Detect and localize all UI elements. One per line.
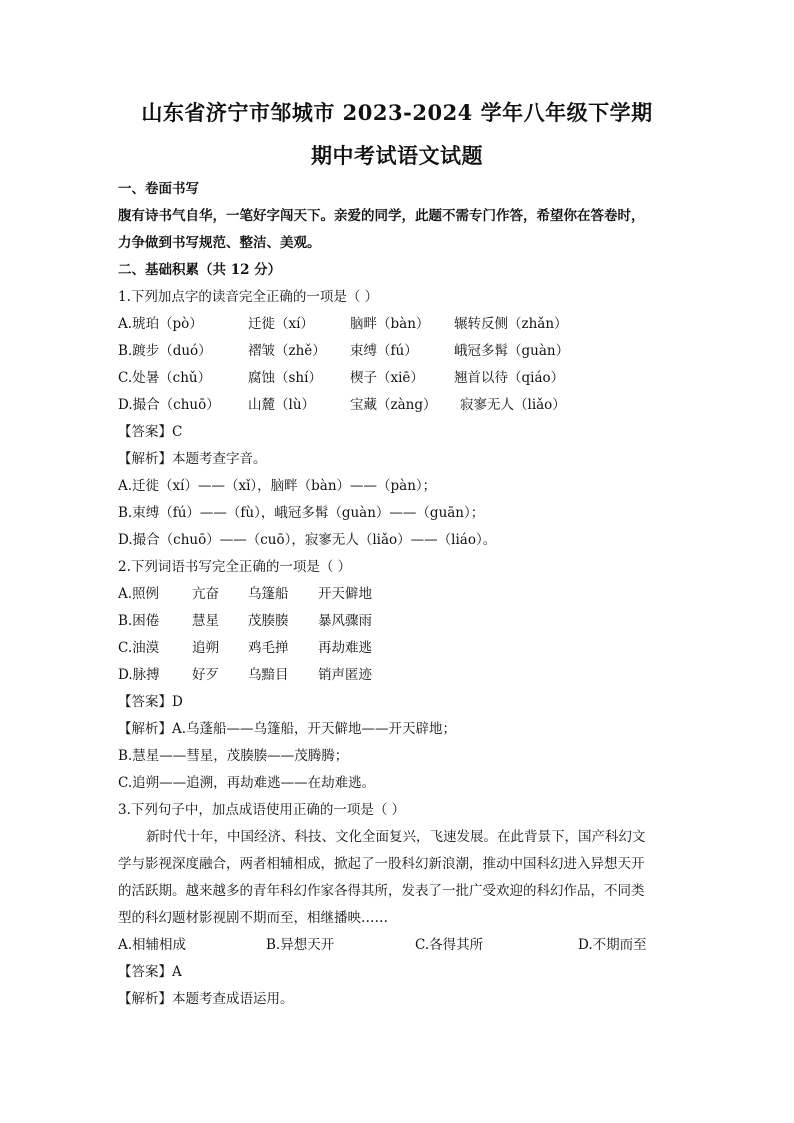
option-item: D.撮合（chuō）	[118, 397, 220, 413]
document-title: 山东省济宁市邹城市 2023-2024 学年八年级下学期	[141, 100, 653, 125]
option-item: 销声匿迹	[318, 667, 372, 683]
option-item: 峨冠多髯（guàn）	[454, 343, 570, 359]
analysis-line: 【解析】A.乌蓬船——乌篷船，开天僻地——开天辟地；	[118, 721, 457, 737]
passage-line: 新时代十年，中国经济、科技、文化全面复兴，飞速发展。在此背景下，国产科幻文	[146, 829, 646, 845]
option-item: 褶皱（zhě）	[248, 343, 326, 359]
answer-line: 【答案】C	[118, 424, 183, 440]
option-item: B.困倦	[118, 613, 160, 629]
option-item: 迁徙（xí）	[248, 316, 314, 332]
option-row	[118, 635, 678, 662]
document-body	[118, 176, 678, 1013]
option-row	[118, 392, 678, 419]
option-item: 鸡毛掸	[248, 640, 289, 656]
instruction-text: 力争做到书写规范、整洁、美观。	[118, 235, 321, 251]
option-row	[118, 338, 678, 365]
passage-line: 学与影视深度融合，两者相辅相成，掀起了一股科幻新浪潮，推动中国科幻进入异想天开	[118, 856, 645, 872]
option-item: 寂寥无人（liǎo）	[460, 397, 566, 413]
option-item: D.脉搏	[118, 667, 160, 683]
option-row	[118, 311, 678, 338]
option-item: 好歹	[192, 667, 219, 683]
option-item: 宝藏（zàng）	[350, 397, 437, 413]
option-item: 脑畔（bàn）	[350, 316, 430, 332]
option-item: 楔子（xiē）	[350, 370, 424, 386]
section-heading: 一、卷面书写	[118, 181, 199, 197]
option-item: B.踱步（duó）	[118, 343, 212, 359]
option-item: 亢奋	[192, 586, 219, 602]
analysis-line: B.束缚（fú）——（fù），峨冠多髯（guàn）——（guān）；	[118, 505, 485, 521]
option-item: C.各得其所	[415, 937, 484, 953]
option-row	[118, 365, 678, 392]
analysis-line: B.慧星——彗星，茂腠腠——茂腾腾；	[118, 748, 349, 764]
option-item: 追朔	[192, 640, 219, 656]
question-stem: 3.下列句子中，加点成语使用正确的一项是（ ）	[118, 802, 406, 818]
instruction-text: 腹有诗书气自华，一笔好字闯天下。亲爱的同学，此题不需专门作答，希望你在答卷时，	[118, 208, 645, 224]
option-item: 束缚（fú）	[350, 343, 418, 359]
option-item: 再劫难逃	[318, 640, 372, 656]
answer-line: 【答案】A	[118, 964, 182, 980]
option-item: B.异想天开	[266, 937, 335, 953]
option-item: C.油漠	[118, 640, 160, 656]
option-row	[118, 932, 678, 959]
analysis-line: D.撮合（chuō）——（cuō），寂寥无人（liǎo）——（liáo）。	[118, 532, 497, 548]
option-item: 翘首以待（qiáo）	[454, 370, 565, 386]
option-row	[118, 662, 678, 689]
option-item: 乌黯目	[248, 667, 289, 683]
option-row	[118, 581, 678, 608]
answer-line: 【答案】D	[118, 694, 183, 710]
passage-line: 的活跃期。越来越多的青年科幻作家各得其所，发表了一批广受欢迎的科幻作品，不同类	[118, 883, 645, 899]
question-stem: 1.下列加点字的读音完全正确的一项是（ ）	[118, 289, 379, 305]
option-item: 辗转反侧（zhǎn）	[454, 316, 568, 332]
option-item: D.不期而至	[578, 937, 647, 953]
option-item: 山麓（lù）	[248, 397, 316, 413]
option-row	[118, 608, 678, 635]
analysis-line: 【解析】本题考查成语运用。	[118, 991, 294, 1007]
section-heading: 二、基础积累（共 12 分）	[118, 262, 282, 278]
analysis-line: 【解析】本题考查字音。	[118, 451, 267, 467]
option-item: C.处暑（chǔ）	[118, 370, 212, 386]
option-item: A.琥珀（pò）	[118, 316, 203, 332]
option-item: A.相辅相成	[118, 937, 187, 953]
option-item: 暴风骤雨	[318, 613, 372, 629]
document-subtitle: 期中考试语文试题	[311, 143, 483, 168]
option-item: 乌篷船	[248, 586, 289, 602]
option-item: 开天僻地	[318, 586, 372, 602]
passage-line: 型的科幻题材影视剧不期而至，相继播映……	[118, 910, 388, 926]
option-item: 腐蚀（shí）	[248, 370, 322, 386]
analysis-line: A.迁徙（xí）——（xǐ），脑畔（bàn）——（pàn）；	[118, 478, 437, 494]
option-item: 慧星	[192, 613, 219, 629]
option-item: A.照例	[118, 586, 160, 602]
question-stem: 2.下列词语书写完全正确的一项是（ ）	[118, 559, 352, 575]
analysis-line: C.追朔——追溯，再劫难逃——在劫难逃。	[118, 775, 376, 791]
option-item: 茂腠腠	[248, 613, 289, 629]
